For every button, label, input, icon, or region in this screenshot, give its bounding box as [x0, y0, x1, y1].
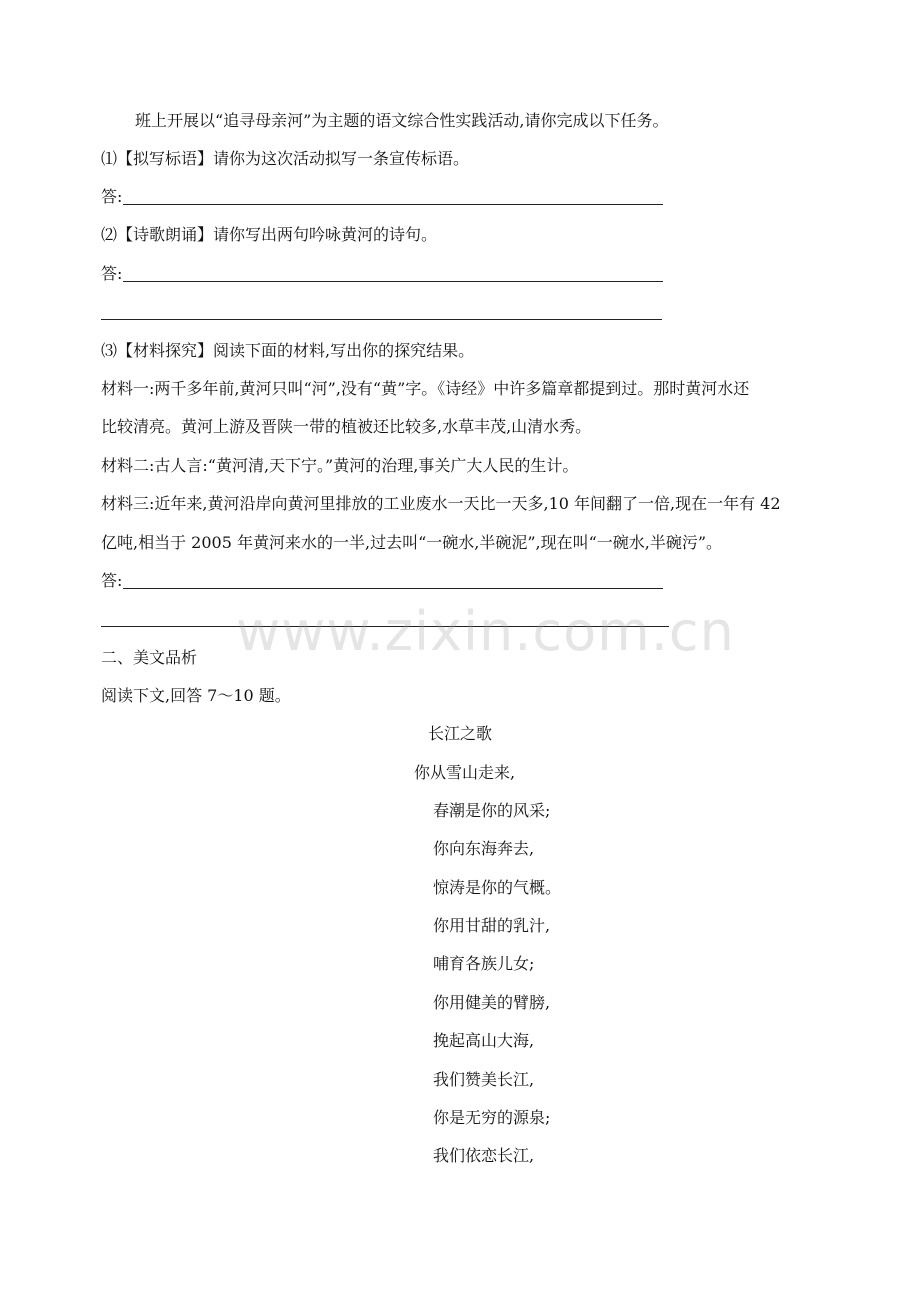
answer-label: 答: — [101, 264, 123, 283]
poem-line: 惊涛是你的气概。 — [433, 878, 562, 897]
poem-title: 长江之歌 — [428, 724, 493, 743]
material-1-line-1: 材料一:两千多年前,黄河只叫“河”,没有“黄”字。《诗经》中许多篇章都提到过。那时黄河水还 — [101, 379, 750, 398]
answer-label: 答: — [101, 187, 123, 206]
poem-line: 哺育各族儿女; — [433, 954, 535, 973]
watermark: www.zixin.com.cn — [236, 600, 735, 663]
poem-line: 你用甘甜的乳汁, — [433, 916, 551, 935]
answer-line[interactable] — [123, 204, 663, 205]
reading-instruction: 阅读下文,回答 7～10 题。 — [101, 686, 291, 705]
task-3-prompt: ⑶【材料探究】阅读下面的材料,写出你的探究结果。 — [101, 341, 475, 360]
poem-line: 挽起高山大海, — [433, 1031, 535, 1050]
task-2-prompt: ⑵【诗歌朗诵】请你写出两句吟咏黄河的诗句。 — [101, 225, 438, 244]
activity-intro: 班上开展以“追寻母亲河”为主题的语文综合性实践活动,请你完成以下任务。 — [135, 111, 669, 130]
poem-line: 春潮是你的风采; — [433, 801, 551, 820]
material-2: 材料二:古人言:“黄河清,天下宁。”黄河的治理,事关广大人民的生计。 — [101, 456, 579, 475]
answer-line[interactable] — [123, 588, 663, 589]
answer-line[interactable] — [123, 281, 663, 282]
material-3-line-1: 材料三:近年来,黄河沿岸向黄河里排放的工业废水一天比一天多,10 年间翻了一倍,现在一年有 42 — [101, 494, 781, 513]
section-heading: 二、美文品析 — [101, 648, 198, 667]
poem-line: 你从雪山走来, — [414, 763, 516, 782]
poem-line: 你用健美的臂膀, — [433, 993, 551, 1012]
answer-2-extra-line[interactable] — [101, 319, 662, 320]
poem-line: 我们赞美长江, — [433, 1070, 535, 1089]
poem-line: 我们依恋长江, — [433, 1146, 535, 1165]
material-3-line-2: 亿吨,相当于 2005 年黄河来水的一半,过去叫“一碗水,半碗泥”,现在叫“一碗水,半碗污”。 — [101, 533, 723, 552]
task-1-prompt: ⑴【拟写标语】请你为这次活动拟写一条宣传标语。 — [101, 149, 470, 168]
material-1-line-2: 比较清亮。黄河上游及晋陕一带的植被还比较多,水草丰茂,山清水秀。 — [101, 417, 592, 436]
poem-line: 你是无穷的源泉; — [433, 1108, 551, 1127]
poem-line: 你向东海奔去, — [433, 839, 535, 858]
answer-label: 答: — [101, 571, 123, 590]
